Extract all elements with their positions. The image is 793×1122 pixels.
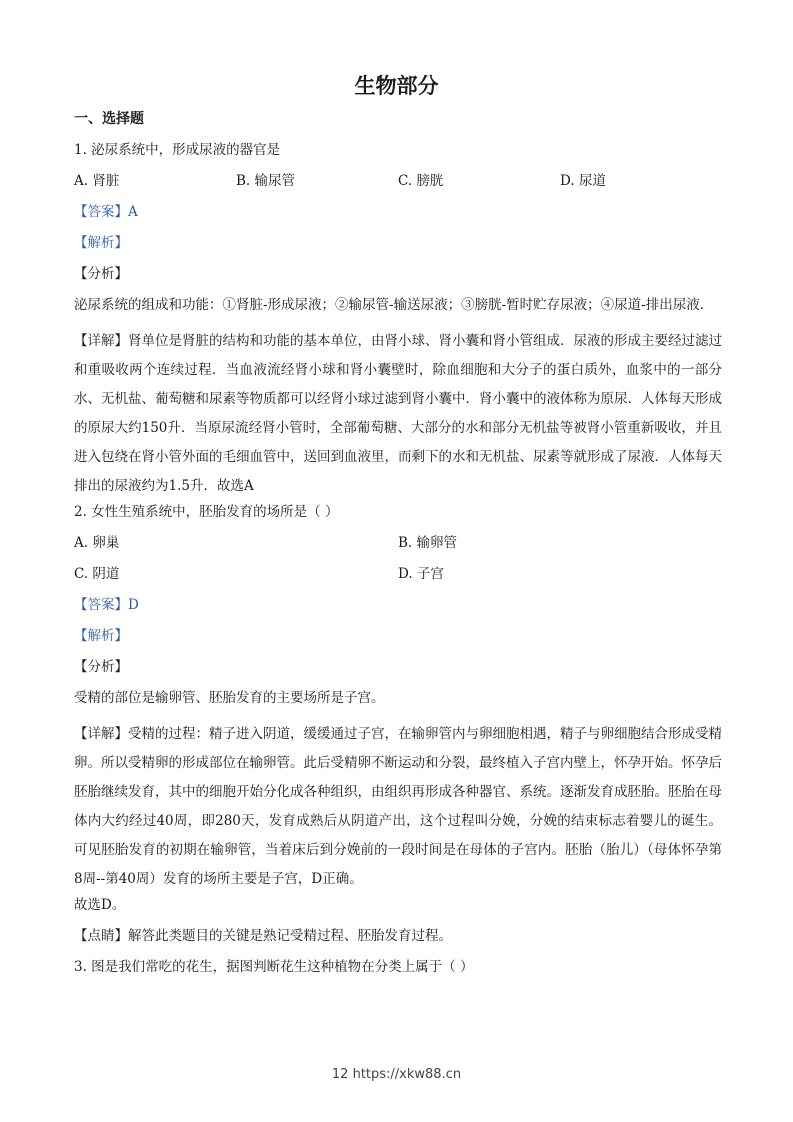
q2-stem: 2. 女性生殖系统中，胚胎发育的场所是（ ）: [74, 504, 339, 520]
q1-answer: 【答案】A: [74, 204, 138, 220]
page-title: 生物部分: [354, 74, 439, 98]
q2-fenxi: 受精的部位是输卵管、胚胎发育的主要场所是子宫。: [74, 690, 385, 706]
q1-stem: 1. 泌尿系统中，形成尿液的器官是: [74, 142, 281, 158]
q1-detail: 【详解】肾单位是肾脏的结构和功能的基本单位，由肾小球、肾小囊和肾小管组成．尿液的形成主要经过滤过和重吸收两个连续过程．当血液流经肾小球和肾小囊壁时，除血细胞和大分子的蛋白质外，血浆中的一部分水、无机盐、葡萄糖和尿素等物质都可以经肾小球过滤到肾小囊中．肾小囊中的液体称为原尿．人体每天形成的原尿大约150升．当原尿流经肾小管时，全部葡萄糖、大部分的水和部分无机盐等被肾小管重新吸收，并且进入包绕在肾小管外面的毛细血管中，送回到血液里，而剩下的水和无机盐、尿素等就形成了尿液．人体每天排出的尿液约为1.5升．故选A: [74, 333, 722, 494]
q2-dianjing: 【点睛】解答此类题目的关键是熟记受精过程、胚胎发育过程。: [74, 928, 452, 944]
q1-option-d: D. 尿道: [560, 173, 606, 189]
q2-option-c: C. 阴道: [74, 566, 120, 582]
q3-stem: 3. 图是我们常吃的花生，据图判断花生这种植物在分类上属于（ ）: [74, 959, 474, 975]
q2-fenxi-tag: 【分析】: [74, 659, 128, 675]
q1-option-c: C. 膀胱: [398, 173, 444, 189]
q2-option-b: B. 输卵管: [398, 535, 458, 551]
q2-option-d: D. 子宫: [398, 566, 444, 582]
page-footer: 12 https://xkw88.cn: [331, 1067, 462, 1082]
q2-conclusion: 故选D。: [74, 897, 126, 913]
q2-analysis-tag: 【解析】: [74, 628, 128, 644]
questions: [74, 141, 722, 989]
q1-analysis-tag: 【解析】: [74, 235, 128, 251]
q1-fenxi: 泌尿系统的组成和功能：①肾脏-形成尿液；②输尿管-输送尿液；③膀胱-暂时贮存尿液；④尿道-排出尿液．: [74, 297, 714, 313]
q1-options: [74, 172, 722, 203]
q2-answer: 【答案】D: [74, 597, 139, 613]
q2-options-row2: [74, 565, 722, 596]
section-heading: 一、选择题: [74, 111, 144, 127]
q1-option-a: A. 肾脏: [74, 173, 120, 189]
q1-option-b: B. 输尿管: [236, 173, 296, 189]
q2-detail: 【详解】受精的过程：精子进入阴道，缓缓通过子宫，在输卵管内与卵细胞相遇，精子与卵细胞结合形成受精卵。所以受精卵的形成部位在输卵管。此后受精卵不断运动和分裂，最终植入子宫内壁上，怀孕开始。怀孕后胚胎继续发育，其中的细胞开始分化成各种组织，由组织再形成各种器官、系统。逐渐发育成胚胎。胚胎在母体内大约经过40周，即280天，发育成熟后从阴道产出，这个过程叫分娩，分娩的结束标志着婴儿的诞生。可见胚胎发育的初期在输卵管，当着床后到分娩前的一段时间是在母体的子宫内。胚胎（胎儿）（母体怀孕第8周--第40周）发育的场所主要是子宫，D正确。: [74, 726, 722, 887]
q1-fenxi-tag: 【分析】: [74, 266, 128, 282]
q2-options-row1: [74, 534, 722, 565]
q2-option-a: A. 卵巢: [74, 535, 120, 551]
